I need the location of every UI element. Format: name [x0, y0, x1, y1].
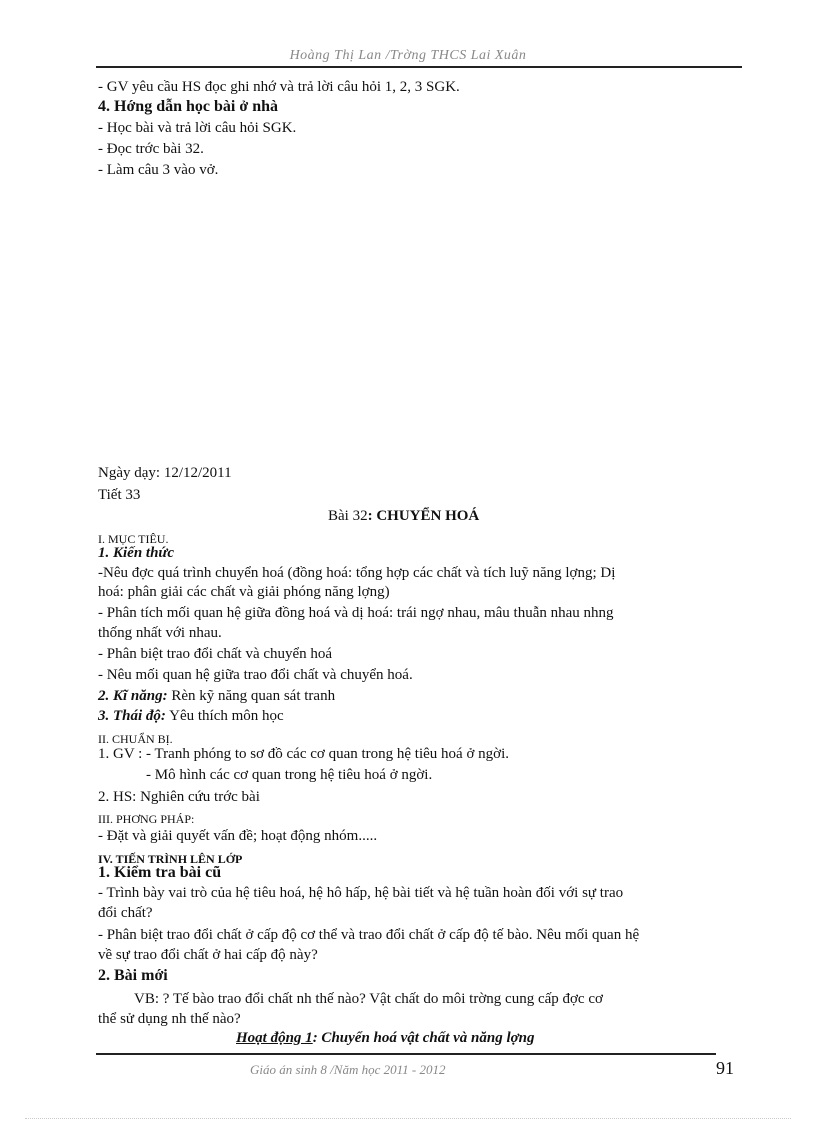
section-3-heading: III. PHƠNG PHÁP:: [98, 812, 195, 826]
knowledge-line-6: - Nêu mối quan hệ giữa trao đổi chất và chuyển hoá.: [98, 667, 413, 683]
activity-1-text: : Chuyển hoá vật chất và năng lợng: [312, 1030, 535, 1046]
review-line-1: - Trình bày vai trò của hệ tiêu hoá, hệ hô hấp, hệ bài tiết và hệ tuần hoàn đối với sự trao: [98, 885, 624, 901]
page-footer: Giáo án sinh 8 /Năm học 2011 - 2012: [250, 1062, 446, 1077]
section-4-heading: IV. TIẾN TRÌNH LÊN LỚP: [98, 852, 243, 866]
knowledge-line-5: - Phân biệt trao đổi chất và chuyển hoá: [98, 646, 333, 662]
attitude-text: Yêu thích môn học: [165, 708, 284, 724]
lesson-period-text: Tiết 33: [98, 487, 141, 503]
review-line-2: đổi chất?: [98, 905, 153, 921]
footer-rule: [96, 1053, 716, 1055]
section-2-heading: II. CHUẨN BỊ.: [98, 732, 173, 746]
activity-1-heading: [236, 1029, 535, 1047]
page-header: Hoàng Thị Lan /Trờng THCS Lai Xuân: [289, 48, 527, 63]
top-line-1: - GV yêu cầu HS đọc ghi nhớ và trả lời câu hỏi 1, 2, 3 SGK.: [98, 79, 460, 95]
prep-line-3: 2. HS: Nghiên cứu trớc bài: [98, 789, 260, 805]
section-1-sub-knowledge: 1. Kiến thức: [98, 545, 175, 561]
review-heading: 1. Kiểm tra bài cũ: [98, 864, 222, 881]
skills-text: Rèn kỹ năng quan sát tranh: [167, 688, 336, 704]
homework-heading: 4. Hớng dẫn học bài ở nhà: [98, 98, 278, 115]
method-line: - Đặt và giải quyết vấn đề; hoạt động nhóm.....: [98, 828, 378, 844]
top-line-3: - Đọc trớc bài 32.: [98, 141, 204, 157]
knowledge-line-3: - Phân tích mối quan hệ giữa đồng hoá và dị hoá: trái ngợ nhau, mâu thuẫn nhau nhng: [98, 605, 614, 621]
attitude-label: 3. Thái độ:: [98, 708, 166, 724]
activity-1-label: Hoạt động 1: [236, 1030, 313, 1046]
skills-line: [98, 687, 335, 705]
section-1-heading: I. MỤC TIÊU.: [98, 532, 169, 546]
page-edge-dotted: [25, 1118, 791, 1119]
knowledge-line-2: hoá: phân giải các chất và giải phóng năng lợng): [98, 584, 390, 600]
prep-line-2: - Mô hình các cơ quan trong hệ tiêu hoá ở ngời.: [146, 767, 433, 783]
knowledge-line-1: -Nêu đợc quá trình chuyển hoá (đồng hoá: tổng hợp các chất và tích luỹ năng lợng; Dị: [98, 565, 616, 581]
top-line-4: - Làm câu 3 vào vở.: [98, 162, 219, 178]
intro-line-1: VB: ? Tế bào trao đổi chất nh thế nào? Vật chất do môi trờng cung cấp đợc cơ: [134, 991, 603, 1007]
top-line-2: - Học bài và trả lời câu hỏi SGK.: [98, 120, 297, 136]
lesson-title-main: : CHUYỂN HOÁ: [367, 508, 480, 524]
intro-line-2: thể sử dụng nh thế nào?: [98, 1011, 241, 1027]
review-line-3: - Phân biệt trao đổi chất ở cấp độ cơ thể và trao đổi chất ở cấp độ tế bào. Nêu mối quan hệ: [98, 927, 640, 943]
new-lesson-heading: 2. Bài mới: [98, 967, 168, 984]
skills-label: 2. Kĩ năng:: [98, 688, 168, 704]
header-rule: [96, 66, 742, 68]
knowledge-line-4: thống nhất với nhau.: [98, 625, 222, 641]
lesson-title: [328, 507, 479, 525]
prep-line-1: 1. GV : - Tranh phóng to sơ đồ các cơ quan trong hệ tiêu hoá ở ngời.: [98, 746, 509, 762]
page-number: 91: [716, 1058, 734, 1078]
review-line-4: về sự trao đổi chất ở hai cấp độ này?: [98, 947, 318, 963]
attitude-line: [98, 707, 284, 725]
lesson-period: [98, 486, 140, 504]
lesson-date: Ngày dạy: 12/12/2011: [98, 465, 232, 481]
lesson-title-prefix: Bài 32: [328, 508, 368, 524]
